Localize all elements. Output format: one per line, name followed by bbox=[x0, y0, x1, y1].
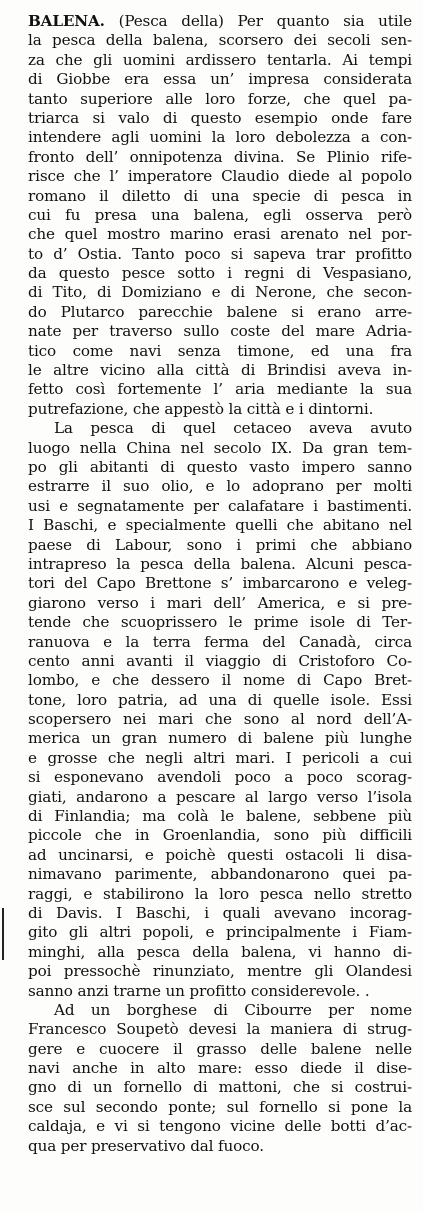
text-line: giarono verso i mari dell’ America, e si pre- bbox=[28, 593, 412, 612]
text-line: di Finlandia; ma colà le balene, sebbene più bbox=[28, 807, 412, 826]
text-line: to d’ Ostia. Tanto poco si sapeva trar profitto bbox=[28, 244, 412, 263]
text-line: qua per preservativo dal fuoco. bbox=[28, 1136, 264, 1155]
text-line: sanno anzi trarne un profitto considerevole. . bbox=[28, 981, 370, 1000]
text-line: giati, andarono a pescare al largo verso l’isola bbox=[28, 787, 412, 806]
text-line: intendere agli uomini la loro debolezza a con- bbox=[28, 128, 412, 147]
text-line: gito gli altri popoli, e principalmente i Fiam- bbox=[28, 923, 412, 942]
text-line: minghi, alla pesca della balena, vi hanno di- bbox=[28, 942, 412, 961]
entry-title: BALENA. bbox=[28, 12, 105, 30]
text-line: tone, loro patria, ad una di quelle isole. Essi bbox=[28, 690, 412, 709]
text-line: I Baschi, e specialmente quelli che abitano nel bbox=[28, 516, 412, 535]
text-line: paese di Labour, sono i primi che abbiano bbox=[28, 535, 412, 554]
text-line: do Plutarco parecchie balene si erano arre- bbox=[28, 302, 412, 321]
margin-mark bbox=[2, 908, 4, 960]
text-line: putrefazione, che appestò la città e i dintorni. bbox=[28, 399, 374, 418]
text-line: di Tito, di Domiziano e di Nerone, che secon- bbox=[28, 283, 412, 302]
text-line: Francesco Soupetò devesi la maniera di strug- bbox=[28, 1020, 412, 1039]
text-line: raggi, e stabilirono la loro pesca nello stretto bbox=[28, 884, 412, 903]
text-line: e grosse che negli altri mari. I pericoli a cui bbox=[28, 748, 412, 767]
text-line: di Davis. I Baschi, i quali avevano incorag- bbox=[28, 903, 412, 922]
text-line: da questo pesce sotto i regni di Vespasiano, bbox=[28, 264, 412, 283]
text-line: tico come navi senza timone, ed una fra bbox=[28, 341, 412, 360]
text-line: la pesca della balena, scorsero dei secoli sen- bbox=[28, 31, 412, 50]
text-line: piccole che in Groenlandia, sono più difficili bbox=[28, 826, 412, 845]
text-line: cento anni avanti il viaggio di Cristoforo Co- bbox=[28, 651, 412, 670]
text-line: za che gli uomini ardissero tentarla. Ai tempi bbox=[28, 50, 412, 69]
text-line: risce che l’ imperatore Claudio diede al popolo bbox=[28, 167, 412, 186]
text-line: usi e segnatamente per calafatare i bastimenti. bbox=[28, 496, 412, 515]
first-line-rest: (Pesca della) Per quanto sia utile bbox=[104, 12, 412, 30]
text-line: sce sul secondo ponte; sul fornello si pone la bbox=[28, 1097, 412, 1116]
text-line: tori del Capo Brettone s’ imbarcarono e veleg- bbox=[28, 574, 412, 593]
text-line: le altre vicino alla città di Brindisi aveva in- bbox=[28, 361, 412, 380]
text-line: romano il diletto di una specie di pesca in bbox=[28, 186, 412, 205]
text-line: ad uncinarsi, e poichè questi ostacoli li disa- bbox=[28, 845, 412, 864]
text-line: fronto dell’ onnipotenza divina. Se Plinio rife- bbox=[28, 147, 412, 166]
text-line: tende che scuoprissero le prime isole di Ter- bbox=[28, 613, 412, 632]
text-line: poi pressochè rinunziato, mentre gli Olandesi bbox=[28, 962, 412, 981]
text-line: tanto superiore alle loro forze, che quel pa- bbox=[28, 89, 412, 108]
text-line: ranuova e la terra ferma del Canadà, circa bbox=[28, 632, 412, 651]
text-line: gno di un fornello di mattoni, che si costrui- bbox=[28, 1078, 412, 1097]
text-line: intrapreso la pesca della balena. Alcuni pesca- bbox=[28, 554, 412, 573]
text-line: si esponevano avendoli poco a poco scorag- bbox=[28, 768, 412, 787]
text-line: fetto così fortemente l’ aria mediante la sua bbox=[28, 380, 412, 399]
text-line: estrarre il suo olio, e lo adoprano per molti bbox=[28, 477, 412, 496]
first-line bbox=[28, 12, 412, 31]
text-line: luogo nella China nel secolo IX. Da gran tem- bbox=[28, 438, 412, 457]
text-line: merica un gran numero di balene più lunghe bbox=[28, 729, 412, 748]
text-line: che quel mostro marino erasi arenato nel por- bbox=[28, 225, 412, 244]
text-line: po gli abitanti di questo vasto impero sanno bbox=[28, 457, 412, 476]
text-line: caldaja, e vi si tengono vicine delle botti d’ac- bbox=[28, 1117, 412, 1136]
text-line: scopersero nei mari che sono al nord dell’A- bbox=[28, 710, 412, 729]
text-column bbox=[28, 12, 412, 1156]
text-line: nimavano parimente, abbandonarono quei pa- bbox=[28, 865, 412, 884]
text-line: navi anche in alto mare: esso diede il dise- bbox=[28, 1059, 412, 1078]
text-line: di Giobbe era essa un’ impresa considerata bbox=[28, 70, 412, 89]
text-line: lombo, e che dessero il nome di Capo Bret- bbox=[28, 671, 412, 690]
text-line: triarca si valo di questo esempio onde fare bbox=[28, 108, 412, 127]
text-line: cui fu presa una balena, egli osserva però bbox=[28, 205, 412, 224]
text-line: La pesca di quel cetaceo aveva avuto bbox=[54, 419, 412, 438]
text-line: nate per traverso sullo coste del mare Adria- bbox=[28, 322, 412, 341]
text-line: gere e cuocere il grasso delle balene nelle bbox=[28, 1039, 412, 1058]
text-line: Ad un borghese di Cibourre per nome bbox=[54, 1000, 412, 1019]
